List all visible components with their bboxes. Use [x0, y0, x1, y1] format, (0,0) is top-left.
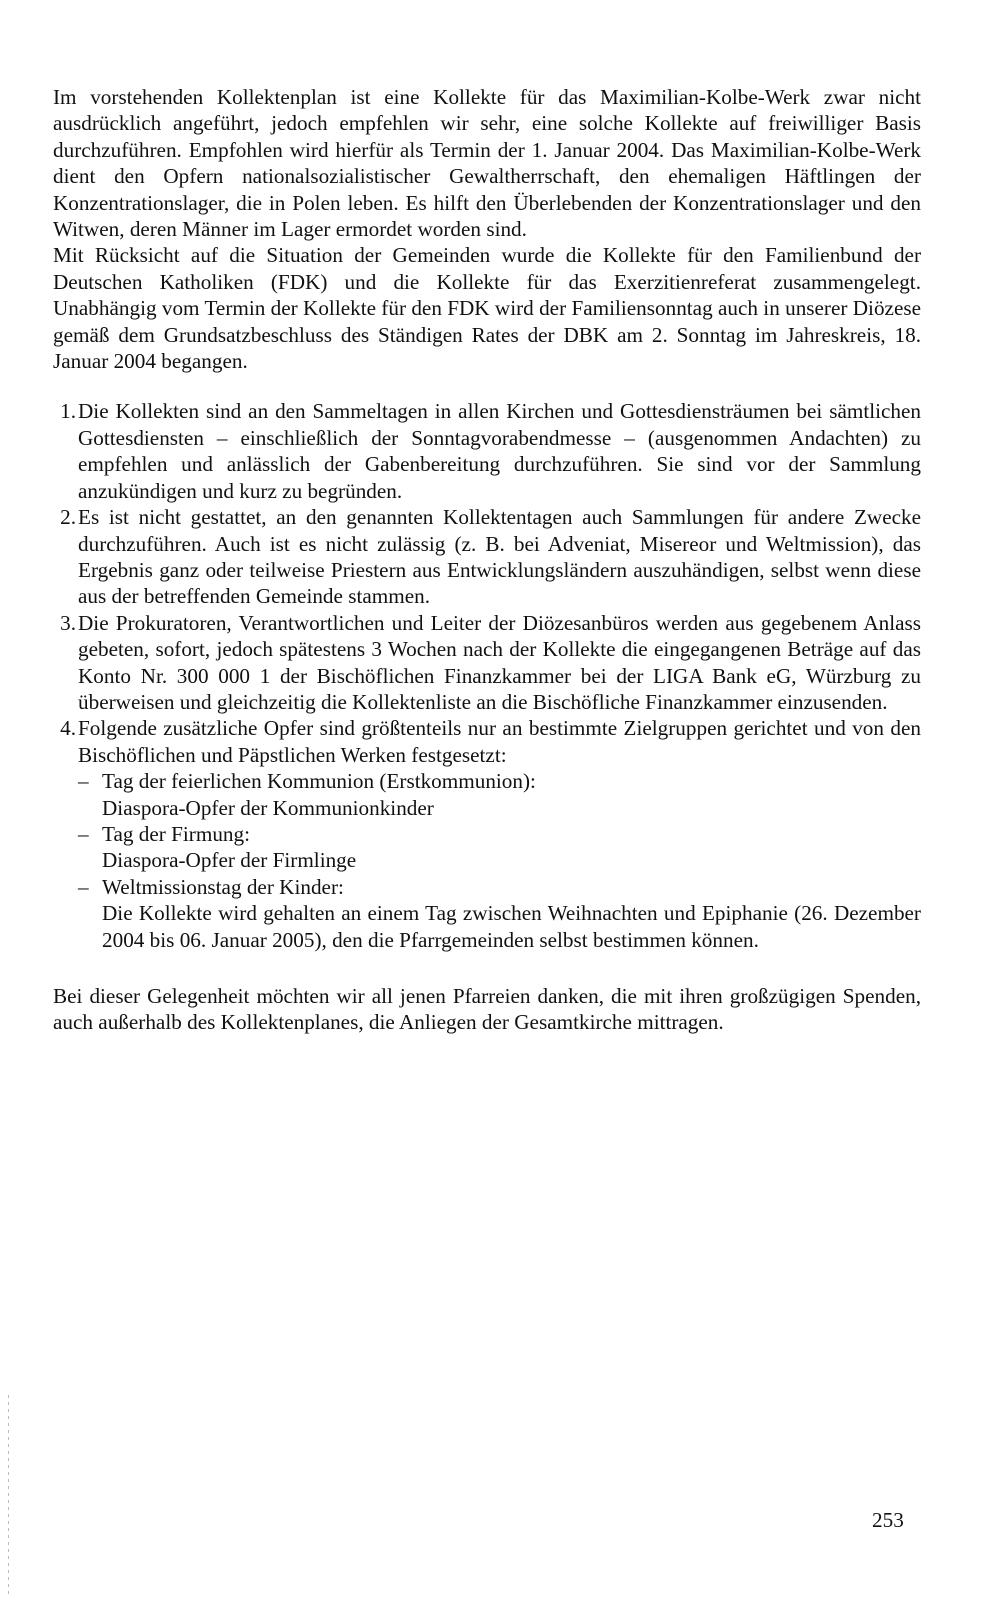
sub-list — [78, 768, 921, 953]
list-item — [53, 504, 921, 610]
item-number: 1. — [60, 399, 76, 424]
sub-item-title: Tag der feierlichen Kommunion (Erstkommunion): — [102, 769, 536, 794]
sub-list-item — [78, 768, 921, 821]
sub-item-title: Weltmissionstag der Kinder: — [102, 874, 344, 899]
list-item — [53, 398, 921, 504]
item-text: Die Kollekten sind an den Sammeltagen in allen Kirchen und Gottesdiensträumen bei sämtlichen Gottesdiensten – einschließlich der Sonntagvorabendmesse – (ausgenommen Andachten) zu empfehlen und anlässlich der Gabenbereitung durchzuführen. Sie sind vor der Sammlung anzukündigen und kurz zu begründen. — [78, 399, 921, 503]
sub-item-title: Tag der Firmung: — [102, 821, 250, 846]
intro-paragraph-kolbe: Im vorstehenden Kollektenplan ist eine Kollekte für das Maximilian-Kolbe-Werk zwar nicht ausdrücklich angeführt, jedoch empfehlen wir sehr, eine solche Kollekte auf freiwilliger Basis durchzuführen. Empfohlen wird hierfür als Termin der 1. Januar 2004. Das Maximilian-Kolbe-Werk dient den Opfern nationalsozialistischer Gewaltherrschaft, den ehemaligen Häftlingen der Konzentrationslager, die in Polen leben. Es hilft den Überlebenden der Konzentrationslager und den Witwen, deren Männer im Lager ermordet worden sind. — [53, 85, 921, 242]
item-text: Folgende zusätzliche Opfer sind größtenteils nur an bestimmte Zielgruppen gerichtet und von den Bischöflichen und Päpstlichen Werken festgesetzt: — [78, 716, 921, 767]
dash-marker: – — [78, 821, 89, 846]
sub-list-item — [78, 821, 921, 874]
item-number: 2. — [60, 505, 76, 530]
closing-paragraph: Bei dieser Gelegenheit möchten wir all jenen Pfarreien danken, die mit ihren großzügigen Spenden, auch außerhalb des Kollektenplanes, die Anliegen der Gesamtkirche mittragen. — [53, 984, 921, 1035]
scan-edge-mark — [8, 1395, 9, 1595]
list-item — [53, 715, 921, 953]
dash-marker: – — [78, 769, 89, 794]
sub-item-detail: Diaspora-Opfer der Firmlinge — [102, 848, 357, 873]
intro-paragraph-fdk: Mit Rücksicht auf die Situation der Gemeinden wurde die Kollekte für den Familienbund der Deutschen Katholiken (FDK) und die Kollekte für das Exerzitienreferat zusammengelegt. Unabhängig vom Termin der Kollekte für den FDK wird der Familiensonntag auch in unserer Diözese gemäß dem Grundsatzbeschluss des Ständigen Rates der DBK am 2. Sonntag im Jahreskreis, 18. Januar 2004 begangen. — [53, 243, 921, 374]
item-text: Es ist nicht gestattet, an den genannten Kollektentagen auch Sammlungen für andere Zwecke durchzuführen. Auch ist es nicht zulässig (z. B. bei Adveniat, Misereor und Weltmission), das Ergebnis ganz oder teilweise Priestern aus Entwicklungsländern auszuhändigen, selbst wenn diese aus der betreffenden Gemeinde stammen. — [78, 505, 921, 609]
item-number: 3. — [60, 610, 76, 635]
item-text: Die Prokuratoren, Verantwortlichen und Leiter der Diözesanbüros werden aus gegebenem Anlass gebeten, sofort, jedoch spätestens 3 Wochen nach der Kollekte die eingegangenen Beträge auf das Konto Nr. 300 000 1 der Bischöflichen Finanzkammer bei der LIGA Bank eG, Würzburg zu überweisen und gleichzeitig die Kollektenliste an die Bischöfliche Finanzkammer einzusenden. — [78, 610, 921, 714]
dash-marker: – — [78, 874, 89, 899]
sub-item-detail: Diaspora-Opfer der Kommunionkinder — [102, 795, 434, 820]
sub-list-item — [78, 874, 921, 953]
numbered-list — [53, 398, 921, 953]
item-number: 4. — [60, 716, 76, 741]
page-number: 253 — [872, 1508, 904, 1532]
sub-item-detail: Die Kollekte wird gehalten an einem Tag zwischen Weihnachten und Epiphanie (26. Dezember 2004 bis 06. Januar 2005), den die Pfarrgemeinden selbst bestimmen können. — [102, 901, 921, 952]
document-page — [53, 84, 921, 1036]
list-item — [53, 610, 921, 716]
